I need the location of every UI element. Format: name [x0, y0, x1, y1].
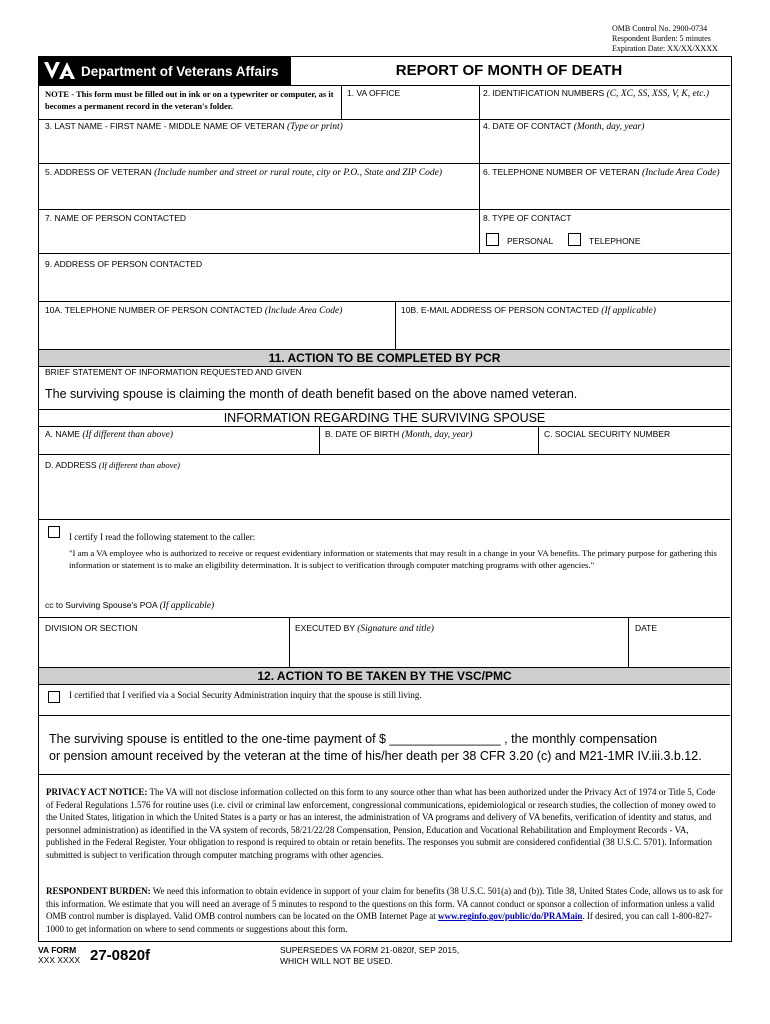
brief-statement-label: BRIEF STATEMENT OF INFORMATION REQUESTED AND GIVEN — [45, 367, 302, 377]
agency-name: Department of Veterans Affairs — [81, 64, 279, 79]
executed-by-field[interactable] — [295, 623, 434, 635]
ssa-verify-checkbox[interactable] — [48, 691, 60, 703]
spouse-dob-hint: (Month, day, year) — [401, 430, 473, 440]
division-section-label: DIVISION OR SECTION — [45, 623, 138, 633]
supersedes-notice — [280, 945, 459, 967]
respondent-burden-text: We need this information to obtain evidence in support of your claim for benefits (38 U.S.C. 501(a) and (b)). Title 38, United States Code, allows us to ask for this information. We estimate that you will need an average of 5 minutes to respond to the questions on this form. VA cannot conduct or sponsor a collection of information unless a valid OMB control number is displayed. Valid OMB control numbers can be located on the OMB Internet Page at — [46, 886, 723, 922]
person-contacted-label: 7. NAME OF PERSON CONTACTED — [45, 213, 187, 223]
va-seal-icon — [41, 57, 81, 85]
certify-statement-label: I certify I read the following statement to the caller: — [69, 532, 256, 542]
respondent-burden-notice — [46, 885, 724, 935]
reginfo-link[interactable]: www.reginfo.gov/public/do/PRAMain — [438, 911, 583, 922]
personal-label: PERSONAL — [507, 236, 554, 246]
spouse-name-field[interactable] — [45, 429, 173, 441]
spouse-dob-field[interactable] — [325, 429, 472, 441]
section-12-header: 12. ACTION TO BE TAKEN BY THE VSC/PMC — [39, 667, 730, 685]
cc-poa-field[interactable] — [45, 600, 214, 612]
type-of-contact-label: 8. TYPE OF CONTACT — [483, 213, 572, 223]
spouse-address-label: D. ADDRESS — [45, 460, 97, 470]
date-of-contact-label: 4. DATE OF CONTACT — [483, 121, 572, 131]
date-of-contact-field[interactable] — [483, 121, 644, 133]
expiration-date: Expiration Date: XX/XX/XXXX — [612, 44, 718, 53]
executed-by-label: EXECUTED BY — [295, 623, 355, 633]
payment-statement — [49, 731, 702, 765]
respondent-burden-text-2: . If desired, you can call 1-800-827-1000 to get information on where to send comments or suggestions about this form. — [46, 911, 712, 934]
veteran-name-field[interactable] — [45, 121, 343, 133]
spouse-info-header: INFORMATION REGARDING THE SURVIVING SPOUSE — [223, 411, 546, 425]
omb-control-number: OMB Control No. 2900-0734 — [612, 24, 708, 33]
spouse-address-field[interactable] — [45, 460, 180, 471]
employee-statement-quote: "I am a VA employee who is authorized to receive or request evidentiary information or statements that may result in a change in your VA benefits. The primary purpose for gathering this information or statement is to make an eligibility determination. It is subject to verification through computer matching programs with other agencies." — [69, 548, 717, 571]
note-text: NOTE - This form must be filled out in ink or on a typewriter or computer, as it becomes a permanent record in the veteran's folder. — [45, 89, 334, 111]
veteran-name-hint: (Type or print) — [287, 122, 343, 132]
privacy-act-heading: PRIVACY ACT NOTICE: — [46, 787, 148, 797]
email-person-label: 10B. E-MAIL ADDRESS OF PERSON CONTACTED — [401, 305, 599, 315]
form-number: 27-0820f — [90, 947, 151, 964]
payment-line-1: The surviving spouse is entitled to the one-time payment of $ ________________ , the monthly compensation — [49, 732, 658, 746]
va-form-label: VA FORM — [38, 945, 77, 955]
certify-statement-checkbox[interactable] — [48, 526, 60, 538]
spouse-address-hint: (If different than above) — [98, 460, 180, 470]
veteran-telephone-field[interactable] — [483, 167, 720, 179]
address-person-label: 9. ADDRESS OF PERSON CONTACTED — [45, 259, 203, 269]
spouse-name-label: A. NAME — [45, 429, 80, 439]
footer-form-info — [38, 945, 80, 965]
spouse-dob-label: B. DATE OF BIRTH — [325, 429, 400, 439]
personal-checkbox[interactable] — [486, 233, 499, 246]
veteran-address-field[interactable] — [45, 167, 442, 179]
respondent-burden: Respondent Burden: 5 minutes — [612, 34, 711, 43]
section-11-header: 11. ACTION TO BE COMPLETED BY PCR — [39, 349, 730, 367]
email-person-hint: (If applicable) — [601, 306, 656, 316]
phone-person-label: 10A. TELEPHONE NUMBER OF PERSON CONTACTED — [45, 305, 263, 315]
va-logo — [39, 57, 291, 85]
veteran-name-label: 3. LAST NAME - FIRST NAME - MIDDLE NAME OF VETERAN — [45, 121, 285, 131]
email-person-field[interactable] — [401, 305, 656, 317]
phone-person-field[interactable] — [45, 305, 342, 317]
veteran-address-label: 5. ADDRESS OF VETERAN — [45, 167, 152, 177]
supersedes-line-2: WHICH WILL NOT BE USED. — [280, 956, 393, 966]
spouse-ssn-label: C. SOCIAL SECURITY NUMBER — [544, 429, 671, 439]
veteran-telephone-label: 6. TELEPHONE NUMBER OF VETERAN — [483, 167, 640, 177]
statement-text: The surviving spouse is claiming the month of death benefit based on the above named veteran. — [45, 387, 578, 401]
date-label: DATE — [635, 623, 658, 633]
payment-line-2: or pension amount received by the veteran at the time of his/her death per 38 CFR 3.20 (c) and M21-1MR IV.iii.3.b.12. — [49, 749, 702, 763]
telephone-label: TELEPHONE — [589, 236, 641, 246]
privacy-act-text: The VA will not disclose information collected on this form to any source other than what has been authorized under the Privacy Act of 1974 or Title 5, Code of Federal Regulations 1.576 for routine uses (i.e. civil or criminal law enforcement, congressional communications, epidemiological or research studies, the collection of money owed to the United States, litigation in which the United States is a party or has an interest, the administration of VA programs and delivery of VA benefits, verification of identity and status, and personnel administration) as identified in the VA system of records, 58/21/22/28 Compensation, Pension, Education and Vocational Rehabilitation and Employment Records - VA, published in the Federal Register. Your obligation to respond is required to obtain or retain benefits. The responses you submit are considered confidential (38 U.S.C. 5701). Information submitted is subject to verification through computer matching programs with other agencies. — [46, 787, 716, 860]
cc-poa-hint: (If applicable) — [159, 601, 215, 611]
telephone-checkbox[interactable] — [568, 233, 581, 246]
form-date-code: XXX XXXX — [38, 955, 81, 965]
id-numbers-hint: (C, XC, SS, XSS, V, K, etc.) — [606, 89, 710, 99]
ssa-verify-label: I certified that I verified via a Social Security Administration inquiry that the spouse is still living. — [69, 690, 422, 700]
supersedes-line-1: SUPERSEDES VA FORM 21-0820f, SEP 2015, — [280, 945, 460, 955]
executed-by-hint: (Signature and title) — [357, 624, 434, 634]
spouse-name-hint: (If different than above) — [82, 430, 173, 440]
respondent-burden-heading: RESPONDENT BURDEN: — [46, 886, 151, 896]
veteran-telephone-hint: (Include Area Code) — [642, 168, 720, 178]
privacy-act-notice — [46, 786, 724, 862]
form-body — [38, 56, 732, 942]
form-title: REPORT OF MONTH OF DEATH — [395, 62, 623, 79]
phone-person-hint: (Include Area Code) — [264, 306, 343, 316]
va-office-label: 1. VA OFFICE — [347, 88, 401, 98]
id-numbers-field[interactable] — [483, 88, 709, 100]
id-numbers-label: 2. IDENTIFICATION NUMBERS — [483, 88, 605, 98]
cc-poa-label: cc to Surviving Spouse's POA — [45, 600, 158, 610]
date-of-contact-hint: (Month, day, year) — [573, 122, 645, 132]
omb-info — [612, 24, 718, 54]
veteran-address-hint: (Include number and street or rural route, city or P.O., State and ZIP Code) — [154, 168, 442, 178]
